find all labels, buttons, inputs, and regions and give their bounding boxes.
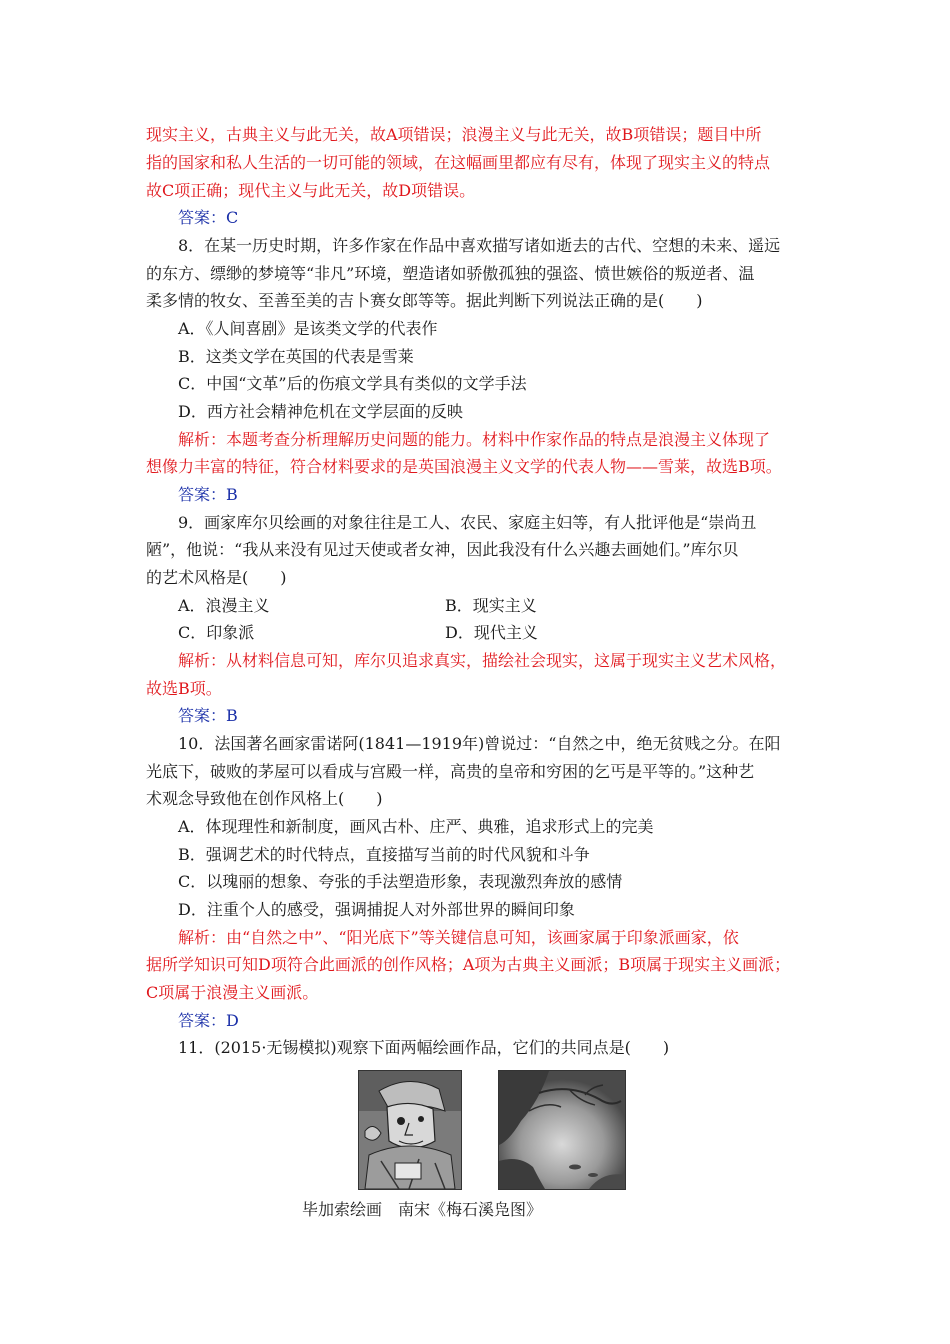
- option: A．《人间喜剧》是该类文学的代表作: [178, 319, 438, 338]
- explanation-line: 现实主义，古典主义与此无关，故A项错误；浪漫主义与此无关，故B项错误；题目中所: [146, 125, 762, 144]
- option: A．体现理性和新制度，画风古朴、庄严、典雅，追求形式上的完美: [178, 817, 654, 836]
- question-stem: 的东方、缥缈的梦境等“非凡”环境，塑造诸如骄傲孤独的强盗、愤世嫉俗的叛逆者、温: [146, 264, 755, 283]
- explanation-line: 故选B项。: [146, 679, 222, 698]
- question-stem: 8．在某一历史时期，许多作家在作品中喜欢描写诸如逝去的古代、空想的未来、遥远: [178, 236, 781, 255]
- option: C．印象派: [178, 623, 255, 642]
- option: D．现代主义: [445, 623, 538, 642]
- picasso-painting-image: [358, 1070, 462, 1190]
- explanation-line: 解析：本题考查分析理解历史问题的能力。材料中作家作品的特点是浪漫主义体现了: [178, 430, 771, 449]
- option: B．强调艺术的时代特点，直接描写当前的时代风貌和斗争: [178, 845, 590, 864]
- answer-line: 答案：D: [178, 1011, 239, 1030]
- option: B．这类文学在英国的代表是雪莱: [178, 347, 414, 366]
- question-stem: 的艺术风格是( ): [146, 568, 287, 587]
- question-stem: 光底下，破败的茅屋可以看成与宫殿一样，高贵的皇帝和穷困的乞丐是平等的。”这种艺: [146, 762, 755, 781]
- question-stem: 柔多情的牧女、至善至美的吉卜赛女郎等等。据此判断下列说法正确的是( ): [146, 291, 703, 310]
- explanation-line: 想像力丰富的特征，符合材料要求的是英国浪漫主义文学的代表人物——雪莱，故选B项。: [146, 457, 782, 476]
- figure-caption: 毕加索绘画 南宋《梅石溪凫图》: [302, 1200, 543, 1219]
- question-stem: 术观念导致他在创作风格上( ): [146, 789, 383, 808]
- option: C．以瑰丽的想象、夸张的手法塑造形象，表现激烈奔放的感情: [178, 872, 623, 891]
- question-stem: 陋”，他说：“我从来没有见过天使或者女神，因此我没有什么兴趣去画她们。”库尔贝: [146, 540, 739, 559]
- answer-line: 答案：B: [178, 485, 238, 504]
- option: A．浪漫主义: [178, 596, 270, 615]
- answer-line: 答案：C: [178, 208, 239, 227]
- question-stem: 9．画家库尔贝绘画的对象往往是工人、农民、家庭主妇等，有人批评他是“崇尚丑: [178, 513, 757, 532]
- picasso-painting-graphic: [359, 1071, 461, 1189]
- question-stem: 11．(2015·无锡模拟)观察下面两幅绘画作品，它们的共同点是( ): [178, 1038, 670, 1057]
- song-painting-image: [498, 1070, 626, 1190]
- question-stem: 10．法国著名画家雷诺阿(1841—1919年)曾说过：“自然之中，绝无贫贱之分。在阳: [178, 734, 781, 753]
- explanation-line: C项属于浪漫主义画派。: [146, 983, 319, 1002]
- explanation-line: 指的国家和私人生活的一切可能的领域，在这幅画里都应有尽有，体现了现实主义的特点: [146, 153, 771, 172]
- explanation-line: 故C项正确；现代主义与此无关，故D项错误。: [146, 181, 476, 200]
- explanation-line: 据所学知识可知D项符合此画派的创作风格；A项为古典主义画派；B项属于现实主义画派；: [146, 955, 791, 974]
- answer-line: 答案：B: [178, 706, 238, 725]
- option: B．现实主义: [445, 596, 537, 615]
- option: C．中国“文革”后的伤痕文学具有类似的文学手法: [178, 374, 527, 393]
- explanation-line: 解析：由“自然之中”、“阳光底下”等关键信息可知，该画家属于印象派画家，依: [178, 928, 739, 947]
- option: D．注重个人的感受，强调捕捉人对外部世界的瞬间印象: [178, 900, 575, 919]
- option: D．西方社会精神危机在文学层面的反映: [178, 402, 463, 421]
- song-painting-graphic: [499, 1071, 625, 1189]
- explanation-line: 解析：从材料信息可知，库尔贝追求真实，描绘社会现实，这属于现实主义艺术风格，: [178, 651, 787, 670]
